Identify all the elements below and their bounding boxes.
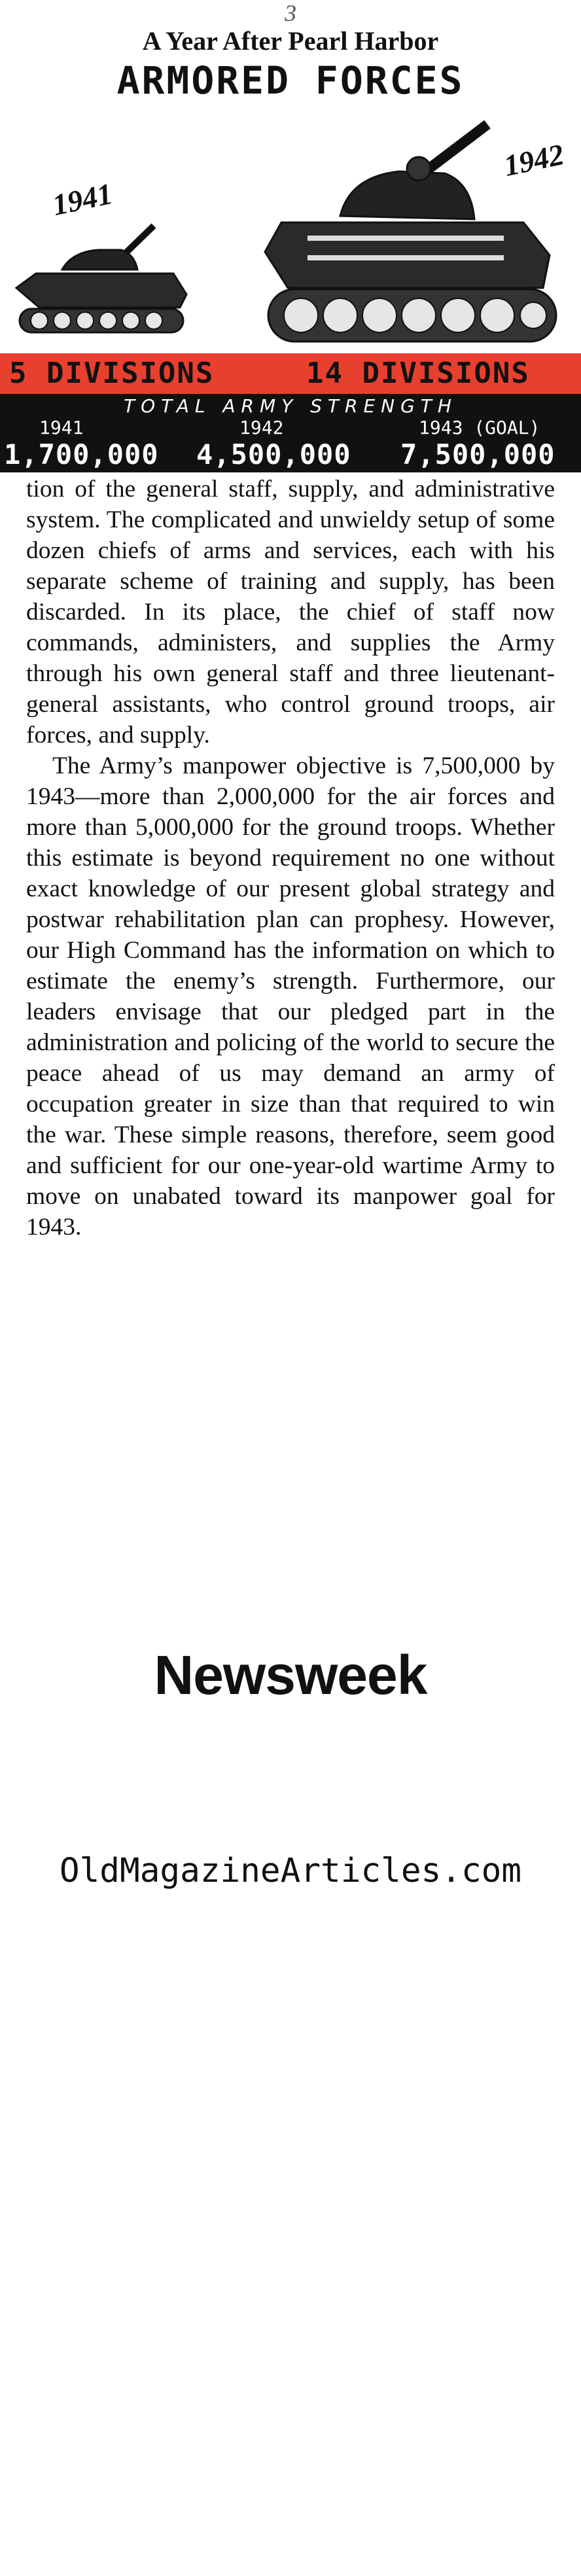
article-body bbox=[26, 474, 555, 1243]
strength-value-1942: 4,500,000 bbox=[196, 438, 351, 470]
divisions-band bbox=[0, 353, 581, 394]
year-1942-label: 1942 bbox=[501, 137, 567, 183]
article-paragraph-2: The Army’s manpower objective is 7,500,000 by 1943—more than 2,000,000 for the air forces and more than 5,000,000 for the ground troops. Whether this estimate is beyond requirement no one without exact knowledge of our present global strategy and postwar rehabilitation plan can prophesy. However, our High Command has the information on which to estimate the enemy’s strength. Furthermore, our leaders envisage that our pledged part in the administration and policing of the world to secure the peace ahead of us may demand an army of occupation greater in size than that required to win the war. These simple reasons, therefore, seem good and sufficient for our one-year-old wartime Army to move on unabated toward its manpower goal for 1943. bbox=[26, 752, 555, 1241]
army-strength-heading: TOTAL ARMY STRENGTH bbox=[124, 395, 457, 417]
newsweek-logo: Newsweek bbox=[154, 1644, 427, 1706]
year-1941-label: 1941 bbox=[49, 177, 116, 222]
army-strength-band bbox=[0, 394, 581, 472]
article-subtitle: A Year After Pearl Harbor bbox=[142, 26, 439, 56]
strength-year-1943: 1943 (GOAL) bbox=[419, 417, 540, 438]
article-paragraph-1: tion of the general staff, supply, and administrative system. The complicated and unwieldy setup of some dozen chiefs of arms and services, each with his separate scheme of training and supply, has been discarded. In its place, the chief of staff now commands, administers, and supplies the Army through his own general staff and three lieutenant-general assistants, who control ground troops, air forces, and supply. bbox=[26, 476, 555, 749]
strength-value-1943: 7,500,000 bbox=[400, 438, 555, 470]
article-title: ARMORED FORCES bbox=[116, 58, 465, 103]
page-number: 3 bbox=[285, 0, 296, 26]
site-credit: OldMagazineArticles.com bbox=[59, 1852, 522, 1890]
tank-drawings bbox=[0, 98, 581, 353]
tank-illustration bbox=[0, 98, 581, 353]
strength-year-1941: 1941 bbox=[39, 417, 84, 438]
divisions-1941: 5 DIVISIONS bbox=[9, 357, 215, 390]
tank-1941-icon bbox=[16, 226, 186, 332]
strength-year-1942: 1942 bbox=[239, 417, 284, 438]
strength-value-1941: 1,700,000 bbox=[4, 438, 159, 470]
divisions-1942: 14 DIVISIONS bbox=[306, 357, 530, 390]
